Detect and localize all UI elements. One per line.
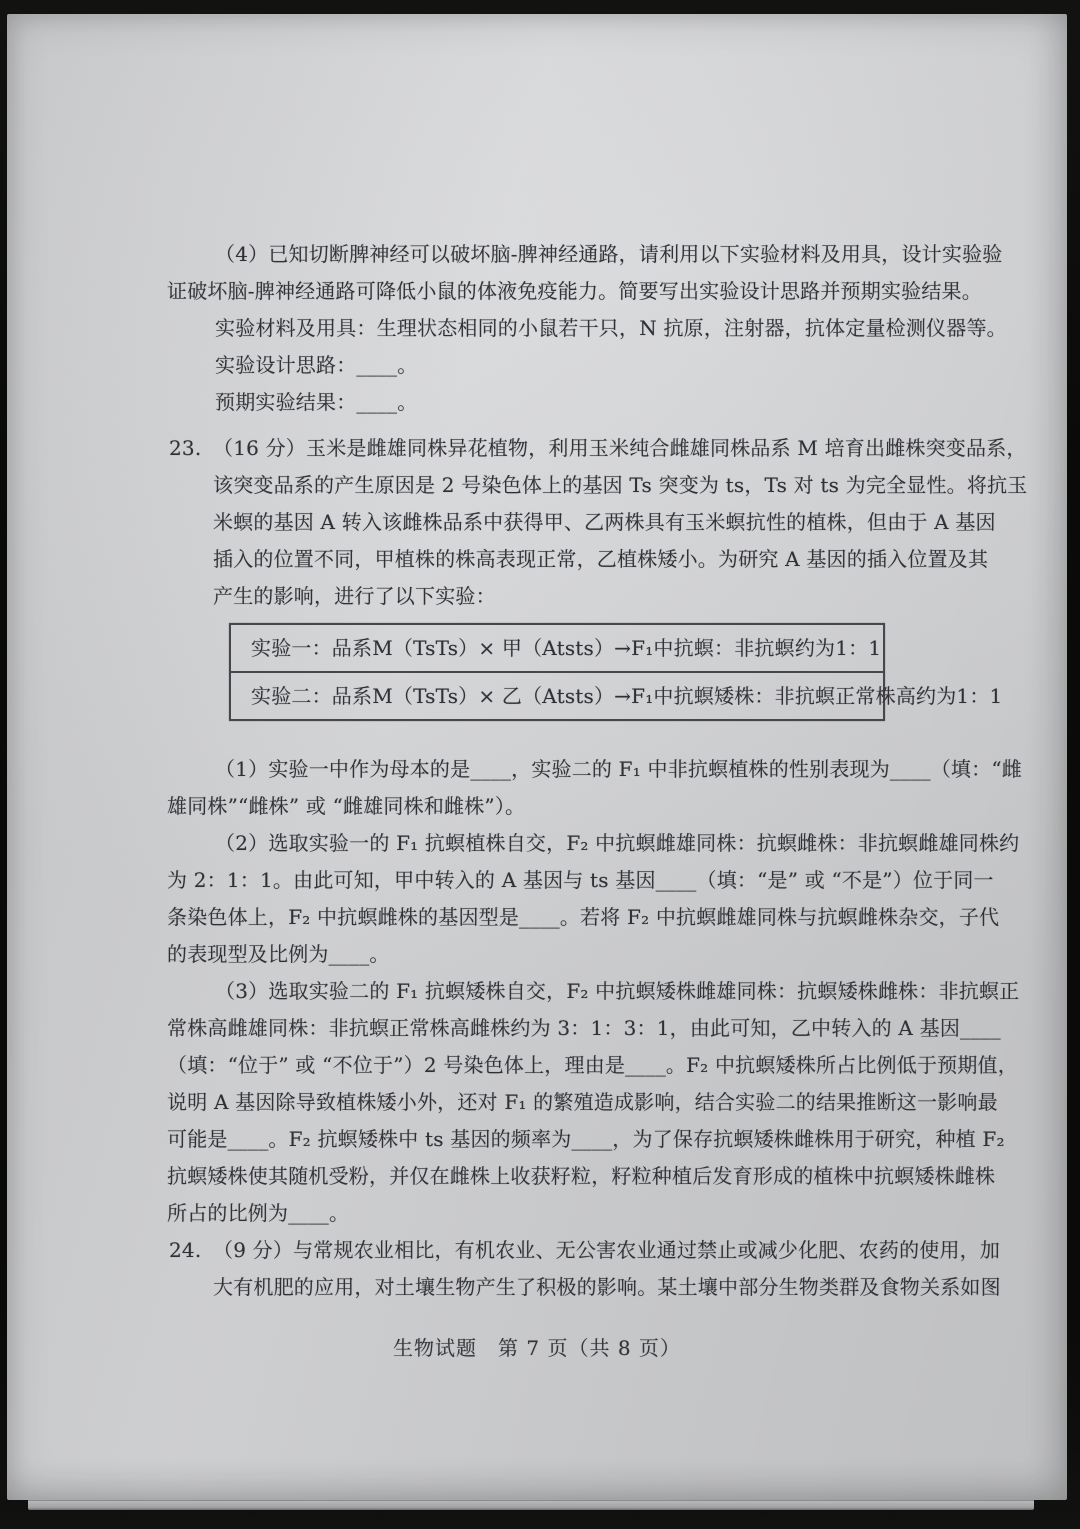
page-footer: 生物试题 第 7 页（共 8 页） [393,1336,681,1360]
text-line: 的表现型及比例为____。 [167,942,390,966]
text-line: 实验材料及用具：生理状态相同的小鼠若干只，N 抗原，注射器，抗体定量检测仪器等。 [215,316,1007,340]
text-line: 雄同株”“雌株” 或 “雌雄同株和雌株”）。 [167,794,526,818]
exam-paper-page [7,14,1067,1500]
experiment-row-2: 实验二：品系M（TsTs）× 乙（Atsts）→F₁中抗螟矮株：非抗螟正常株高约为1：1 [231,671,883,719]
question-22-part-4 [167,236,1007,421]
experiment-row-1: 实验一：品系M（TsTs）× 甲（Atsts）→F₁中抗螟：非抗螟约为1：1 [251,636,882,660]
text-line: 抗螟矮株使其随机受粉，并仅在雌株上收获籽粒，籽粒种植后发育形成的植株中抗螟矮株雌株 [167,1164,996,1188]
question-number: 24. [169,1238,202,1262]
text-line: （2）选取实验一的 F₁ 抗螟植株自交，F₂ 中抗螟雌雄同株：抗螟雌株：非抗螟雌雄同株约 [215,831,1020,855]
text-line: 插入的位置不同，甲植株的株高表现正常，乙植株矮小。为研究 A 基因的插入位置及其 [213,547,989,571]
text-line: 条染色体上，F₂ 中抗螟雌株的基因型是____。若将 F₂ 中抗螟雌雄同株与抗螟雌株杂交，子代 [167,905,1000,929]
text-line: 可能是____。F₂ 抗螟矮株中 ts 基因的频率为____，为了保存抗螟矮株雌株用于研究，种植 F₂ [167,1127,1005,1151]
paper-stack-edge [28,1500,1034,1510]
question-text: （9 分）与常规农业相比，有机农业、无公害农业通过禁止或减少化肥、农药的使用，加 [213,1238,1001,1262]
text-line [169,430,1027,467]
text-line: 所占的比例为____。 [167,1201,350,1225]
text-line: （填：“位于” 或 “不位于”）2 号染色体上，理由是____。F₂ 中抗螟矮株所占比例低于预期值， [167,1053,1018,1077]
text-line: （1）实验一中作为母本的是____，实验二的 F₁ 中非抗螟植株的性别表现为____（填：“雌 [215,757,1022,781]
question-24 [167,1232,1001,1306]
question-text: （16 分）玉米是雌雄同株异花植物，利用玉米纯合雌雄同株品系 M 培育出雌株突变品系， [213,436,1027,460]
text-line: 产生的影响，进行了以下实验： [213,584,496,608]
question-number: 23. [169,436,202,460]
blank-answer-line: 预期实验结果：____。 [215,390,418,414]
text-line: 为 2：1：1。由此可知，甲中转入的 A 基因与 ts 基因____（填：“是” 或 “不是”）位于同一 [167,868,994,892]
text-line: 说明 A 基因除导致植株矮小外，还对 F₁ 的繁殖造成影响，结合实验二的结果推断这一影响最 [167,1090,998,1114]
text-line [169,1232,1001,1269]
page-body [167,236,1028,1306]
question-23 [167,430,1028,1232]
text-line: 证破坏脑-脾神经通路可降低小鼠的体液免疫能力。简要写出实验设计思路并预期实验结果。 [167,279,982,303]
text-line: 大有机肥的应用，对土壤生物产生了积极的影响。某土壤中部分生物类群及食物关系如图 [213,1275,1001,1299]
text-line: 米螟的基因 A 转入该雌株品系中获得甲、乙两株具有玉米螟抗性的植株，但由于 A 基因 [213,510,996,534]
text-line: 常株高雌雄同株：非抗螟正常株高雌株约为 3：1：3：1，由此可知，乙中转入的 A 基因____ [167,1016,1001,1040]
blank-answer-line: 实验设计思路：____。 [215,353,418,377]
text-line: （3）选取实验二的 F₁ 抗螟矮株自交，F₂ 中抗螟矮株雌雄同株：抗螟矮株雌株：非抗螟正 [215,979,1020,1003]
text-line: 该突变品系的产生原因是 2 号染色体上的基因 Ts 突变为 ts，Ts 对 ts 为完全显性。将抗玉 [213,473,1028,497]
text-line: （4）已知切断脾神经可以破坏脑-脾神经通路，请利用以下实验材料及用具，设计实验验 [215,242,1003,266]
experiment-box [229,623,1003,721]
